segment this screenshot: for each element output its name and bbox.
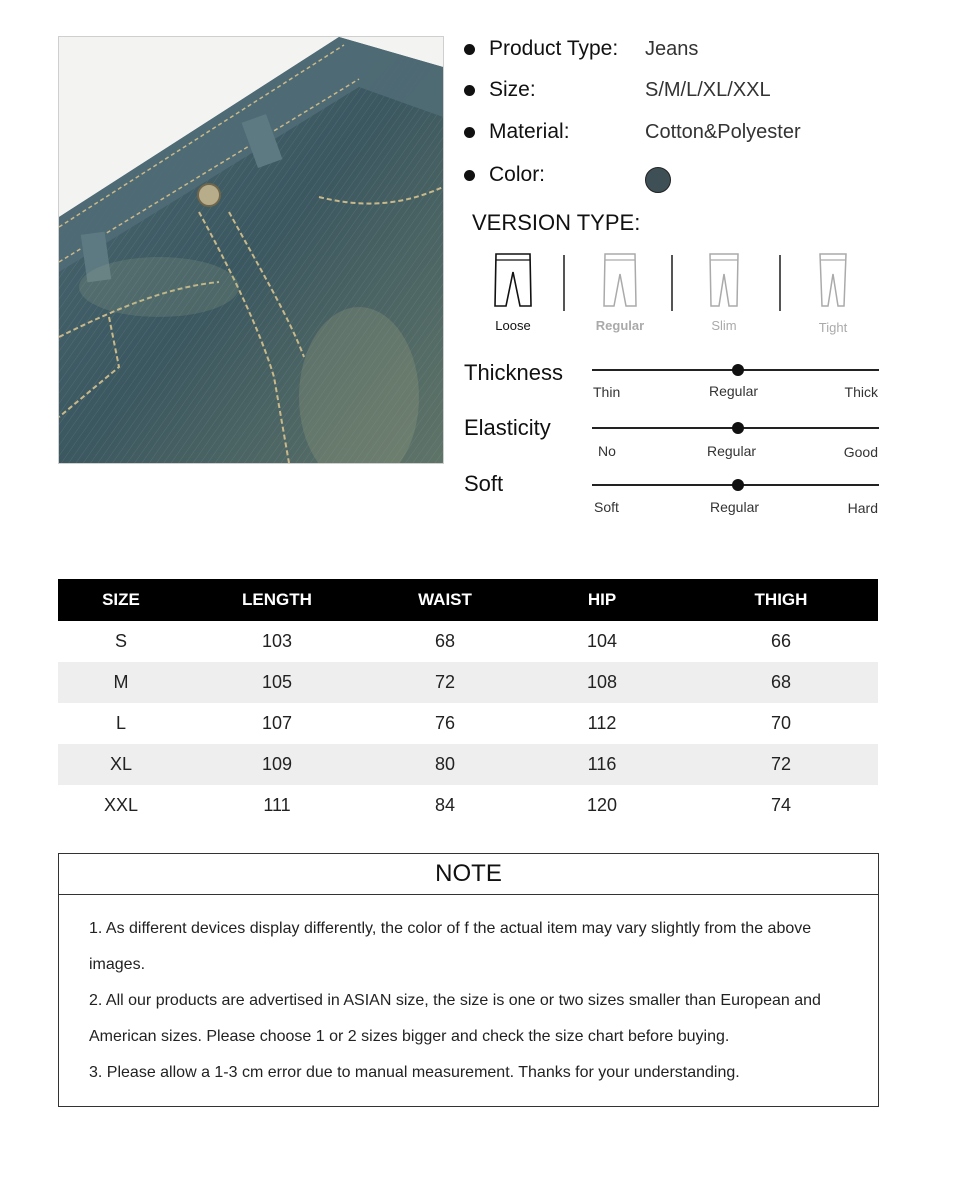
table-cell: 84 <box>434 795 456 815</box>
scale-mid-text: Regular <box>709 383 759 399</box>
scale-high-text: Thick <box>844 384 878 400</box>
tight-pants-icon <box>813 252 853 308</box>
table-cell: 112 <box>587 713 617 733</box>
spec-product-type <box>464 32 618 66</box>
table-header-row <box>58 579 878 621</box>
table-cell: 105 <box>184 662 370 703</box>
table-cell: 109 <box>184 744 370 785</box>
table-cell: 68 <box>684 662 878 703</box>
spec-label: Product Type: <box>489 37 619 60</box>
table-cell: 120 <box>586 795 618 815</box>
product-photo <box>58 36 444 464</box>
scale-label-soft: Soft <box>464 471 504 496</box>
note-item: 1. As different devices display differently, the color of f the actual item may vary slightly from the above images. <box>89 920 812 973</box>
table-row <box>58 662 878 703</box>
size-chart-table <box>58 579 878 826</box>
table-cell: 116 <box>520 744 684 785</box>
table-cell: 80 <box>370 744 520 785</box>
table-cell: 72 <box>684 744 878 785</box>
regular-pants-icon <box>600 252 640 308</box>
column-header: HIP <box>520 579 684 621</box>
bullet-icon <box>464 44 475 55</box>
scale-mid-text: Regular <box>710 499 760 515</box>
table-cell: XL <box>58 744 184 785</box>
divider <box>563 255 565 311</box>
spec-label: Material: <box>489 120 570 143</box>
fit-option-regular <box>590 252 650 333</box>
divider <box>671 255 673 311</box>
color-swatch <box>645 167 671 193</box>
table-cell: 103 <box>261 631 293 651</box>
table-cell: L <box>115 713 126 733</box>
fit-label: Tight <box>818 320 848 335</box>
note-item: 3. Please allow a 1-3 cm error due to manual measurement. Thanks for your understanding. <box>89 1064 740 1081</box>
scale-high-text: Hard <box>847 500 878 516</box>
spec-value: Cotton&Polyester <box>645 121 801 143</box>
scale-low-text: No <box>598 443 616 459</box>
spec-label: Color: <box>489 163 546 186</box>
scale-marker-elasticity <box>732 422 744 434</box>
table-cell: 104 <box>586 631 618 651</box>
scale-low-text: Thin <box>593 384 621 400</box>
table-cell: 68 <box>434 631 456 651</box>
table-cell: 108 <box>520 662 684 703</box>
bullet-icon <box>464 85 475 96</box>
divider <box>779 255 781 311</box>
scale-low-text: Soft <box>594 499 619 515</box>
table-row <box>58 621 878 662</box>
spec-color <box>464 158 545 192</box>
table-row <box>58 703 878 744</box>
spec-material <box>464 115 570 149</box>
table-cell: 111 <box>263 795 291 815</box>
table-cell: XXL <box>103 795 139 815</box>
scale-label-thickness: Thickness <box>464 360 564 385</box>
scale-label-elasticity: Elasticity <box>464 415 551 440</box>
fit-option-tight <box>803 252 863 335</box>
table-cell: 107 <box>261 713 293 733</box>
table-cell: 70 <box>770 713 792 733</box>
loose-pants-icon <box>493 252 533 308</box>
bullet-icon <box>464 127 475 138</box>
table-cell: 74 <box>770 795 792 815</box>
table-cell: 72 <box>370 662 520 703</box>
note-body <box>59 895 878 1091</box>
table-cell: M <box>58 662 184 703</box>
table-row <box>58 744 878 785</box>
note-item: 2. All our products are advertised in ASIAN size, the size is one or two sizes smaller than European and American sizes. Please choose 1 or 2 sizes bigger and check the size chart before buying. <box>89 992 821 1045</box>
fit-label: Loose <box>495 318 531 333</box>
fit-option-slim <box>694 252 754 333</box>
fit-label: Regular <box>595 318 645 333</box>
spec-value: Jeans <box>645 38 699 60</box>
scale-marker-thickness <box>732 364 744 376</box>
version-type-title: VERSION TYPE: <box>472 210 641 235</box>
column-header: THIGH <box>684 579 878 621</box>
column-header: WAIST <box>370 579 520 621</box>
bullet-icon <box>464 170 475 181</box>
note-box <box>58 853 879 1107</box>
scale-high-text: Good <box>843 444 878 460</box>
slim-pants-icon <box>704 252 744 308</box>
scale-mid-text: Regular <box>707 443 757 459</box>
spec-size <box>464 73 536 107</box>
table-cell: 66 <box>770 631 792 651</box>
column-header: LENGTH <box>184 579 370 621</box>
spec-value: S/M/L/XL/XXL <box>645 79 771 101</box>
column-header: SIZE <box>58 579 184 621</box>
scale-marker-soft <box>732 479 744 491</box>
spec-label: Size: <box>489 78 536 101</box>
table-row <box>58 785 878 826</box>
note-title: NOTE <box>59 854 878 895</box>
fit-label: Slim <box>711 318 737 333</box>
fit-option-loose <box>483 252 543 333</box>
table-cell: 76 <box>434 713 456 733</box>
table-cell: S <box>114 631 127 651</box>
